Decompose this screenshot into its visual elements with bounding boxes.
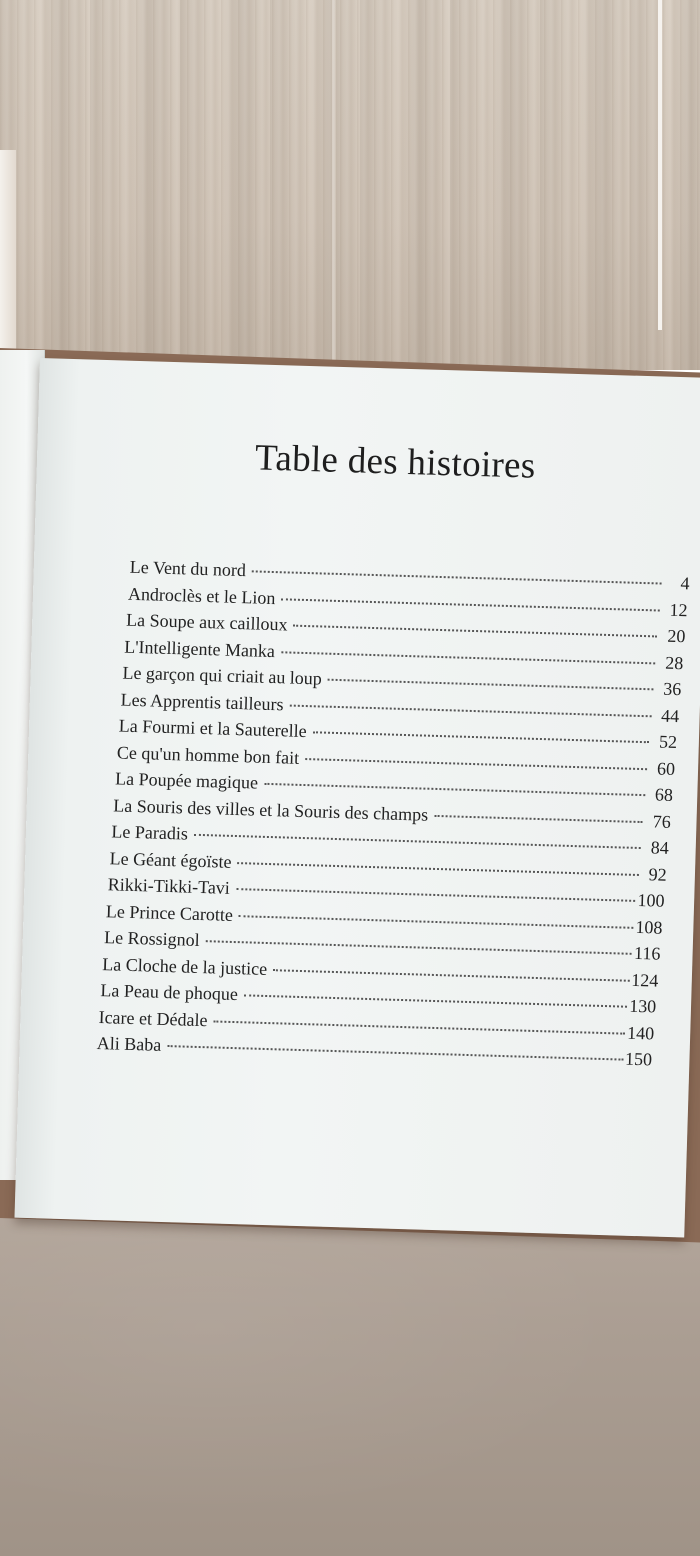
toc-entry-page-number: 116 [633,942,661,964]
toc-entry-page-number: 108 [635,916,663,938]
toc-entry-page-number: 92 [648,863,667,885]
wall-panel-seam [658,0,662,330]
toc-dot-leader [290,704,652,717]
toc-entry-page-number: 150 [624,1048,653,1070]
toc-entry-title: La Peau de phoque [100,980,239,1005]
toc-entry-title: Le Vent du nord [129,556,247,581]
toc-dot-leader [273,969,629,982]
page-title: Table des histoires [254,437,537,487]
toc-entry-page-number: 140 [626,1022,655,1044]
toc-entry-page-number: 68 [654,784,674,805]
toc-entry-page-number: 76 [652,810,672,832]
toc-dot-leader [206,940,633,955]
wall-corner [0,150,16,350]
toc-entry-title: Les Apprentis tailleurs [120,689,284,714]
toc-dot-leader [252,570,662,584]
toc-entry-page-number: 84 [650,837,670,858]
toc-dot-leader [328,679,653,691]
toc-entry-page-number: 60 [656,757,676,779]
toc-entry-title: La Souris des villes et la Souris des champs [113,794,429,825]
toc-entry-page-number: 100 [637,889,665,911]
toc-entry-title: La Cloche de la justice [102,953,268,979]
toc-dot-leader [264,783,645,796]
toc-entry-page-number: 20 [667,625,686,647]
toc-entry-page-number: 130 [628,995,657,1017]
wall-panel-seam [332,0,336,360]
toc-dot-leader [237,862,638,876]
toc-entry-title: Le garçon qui criait au loup [122,662,323,689]
toc-entry-title: Ce qu'un homme bon fait [116,741,300,768]
toc-dot-leader [239,915,634,929]
toc-dot-leader [434,814,643,822]
toc-dot-leader [244,994,627,1007]
toc-entry-title: Ali Baba [96,1032,162,1055]
toc-entry-page-number: 124 [631,969,659,991]
toc-dot-leader [281,651,655,664]
toc-entry-page-number: 28 [665,652,684,673]
toc-entry-title: La Poupée magique [114,768,259,793]
book-page [14,358,700,1237]
toc-dot-leader [167,1045,623,1061]
toc-dot-leader [194,834,641,849]
toc-entry-page-number: 44 [660,705,680,726]
toc-dot-leader [313,731,649,743]
toc-dot-leader [213,1020,625,1034]
toc-entry-title: Androclès et le Lion [127,583,276,608]
toc-entry-title: Le Rossignol [103,927,200,950]
toc-entry-title: L'Intelligente Manka [124,636,276,661]
table-of-contents [96,556,690,1077]
toc-dot-leader [294,625,658,638]
toc-dot-leader [305,758,647,770]
toc-entry-page-number: 12 [669,599,688,620]
toc-entry-title: Le Prince Carotte [105,900,234,925]
toc-dot-leader [281,598,659,611]
toc-entry-title: La Soupe aux cailloux [125,609,288,635]
wooden-wall [0,0,700,370]
toc-entry-title: Le Géant égoïste [109,847,232,872]
toc-entry-title: Rikki-Tikki-Tavi [107,874,231,898]
toc-entry-page-number: 4 [680,573,690,594]
toc-entry-page-number: 52 [658,731,678,753]
toc-dot-leader [236,888,636,902]
toc-entry-title: Icare et Dédale [98,1006,208,1030]
toc-entry-title: Le Paradis [111,821,189,844]
toc-entry-page-number: 36 [662,678,682,700]
toc-entry-title: La Fourmi et la Sauterelle [118,715,307,742]
